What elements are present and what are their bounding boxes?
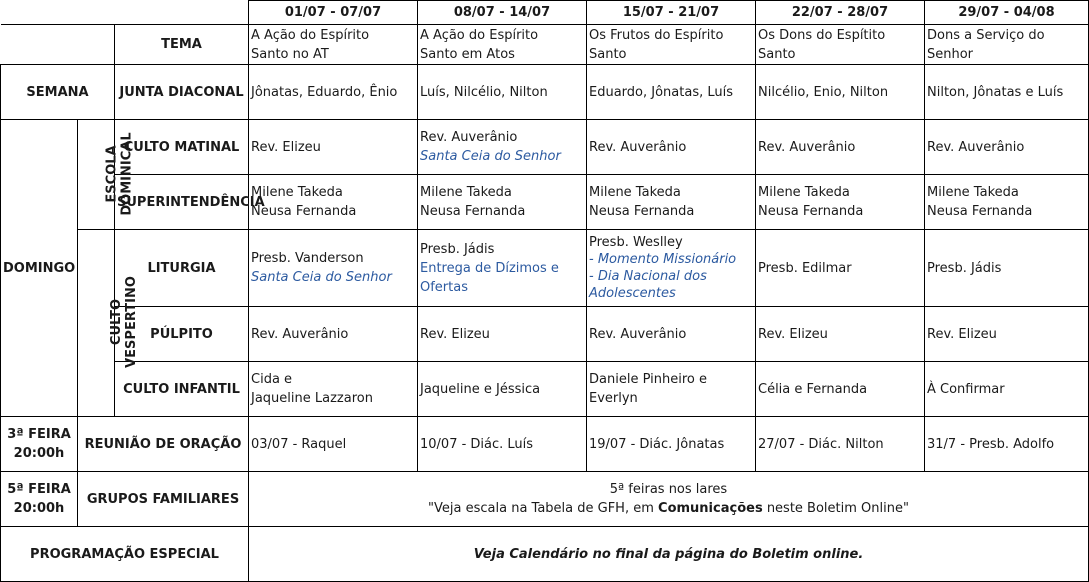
name-line: Milene Takeda: [927, 185, 1019, 200]
cell-note: Adolescentes: [589, 286, 676, 301]
tema-line: A Ação do Espírito: [420, 27, 539, 43]
superintendencia-label: SUPERINTENDÊNCIA: [115, 175, 249, 230]
escola-dominical-label: [78, 120, 135, 230]
terca-label: [1, 417, 78, 472]
name-line: Milene Takeda: [589, 185, 681, 200]
week-header: 29/07 - 04/08: [925, 1, 1089, 25]
leader: Presb. Jádis: [927, 260, 1002, 276]
junta-label: JUNTA DIACONAL: [115, 65, 249, 120]
escola-line: ESCOLA: [104, 144, 120, 203]
reuniao-cell: 27/07 - Diác. Nilton: [756, 417, 925, 472]
day-line: 3ª FEIRA: [7, 427, 71, 442]
tema-line: Dons a Serviço do: [927, 27, 1045, 43]
pulpito-cell: Rev. Elizeu: [418, 307, 587, 362]
grupos-row: [1, 472, 1089, 527]
programacao-row: [1, 527, 1089, 582]
culto-infantil-cell: [587, 362, 756, 417]
programacao-cell: Veja Calendário no final da página do Boletim online.: [249, 527, 1089, 582]
culto-matinal-row: [1, 120, 1089, 175]
name-line: Neusa Fernanda: [420, 204, 526, 219]
pulpito-label: PÚLPITO: [115, 307, 249, 362]
tema-line: Os Frutos do Espírito: [589, 27, 724, 43]
escola-line: DOMINICAL: [119, 131, 135, 216]
leader: Presb. Edilmar: [758, 260, 852, 276]
liturgia-cell: [418, 230, 587, 307]
liturgia-cell: [756, 230, 925, 307]
superintendencia-cell: [418, 175, 587, 230]
preacher: Rev. Auverânio: [927, 139, 1025, 155]
superintendencia-cell: [249, 175, 418, 230]
name-line: Neusa Fernanda: [758, 204, 864, 219]
reuniao-label: REUNIÃO DE ORAÇÃO: [78, 417, 249, 472]
culto-infantil-cell: [418, 362, 587, 417]
programacao-label: PROGRAMAÇÃO ESPECIAL: [1, 527, 249, 582]
preacher: Rev. Elizeu: [251, 139, 321, 155]
week-header: 15/07 - 21/07: [587, 1, 756, 25]
name-line: Neusa Fernanda: [251, 204, 357, 219]
week-header: 22/07 - 28/07: [756, 1, 925, 25]
tema-line: Santo em Atos: [420, 46, 515, 62]
reuniao-cell: 03/07 - Raquel: [249, 417, 418, 472]
culto-infantil-cell: [249, 362, 418, 417]
tema-cell: [418, 25, 587, 65]
liturgia-row: [1, 230, 1089, 307]
name-line: À Confirmar: [927, 381, 1005, 397]
culto-infantil-label: CULTO INFANTIL: [115, 362, 249, 417]
superintendencia-row: [1, 175, 1089, 230]
preacher: Rev. Auverânio: [589, 139, 687, 155]
tema-line: A Ação do Espírito: [251, 27, 370, 43]
quinta-label: [1, 472, 78, 527]
time-line: 20:00h: [13, 446, 65, 461]
name-line: Cida e: [251, 372, 293, 387]
tema-line: Santo no AT: [251, 46, 329, 62]
culto-matinal-cell: [925, 120, 1089, 175]
vespertino-line: CULTO: [108, 298, 124, 346]
culto-matinal-label: CULTO MATINAL: [115, 120, 249, 175]
tema-cell: [587, 25, 756, 65]
week-header: 01/07 - 07/07: [249, 1, 418, 25]
liturgia-cell: [587, 230, 756, 307]
cell-note: - Dia Nacional dos: [589, 269, 707, 284]
junta-cell: Eduardo, Jônatas, Luís: [587, 65, 756, 120]
superintendencia-cell: [925, 175, 1089, 230]
culto-infantil-cell: [925, 362, 1089, 417]
blank-cell: [1, 25, 115, 65]
reuniao-row: [1, 417, 1089, 472]
blank-corner: [1, 1, 249, 25]
junta-cell: Jônatas, Eduardo, Ênio: [249, 65, 418, 120]
liturgia-label: LITURGIA: [115, 230, 249, 307]
day-line: 5ª FEIRA: [7, 482, 71, 497]
tema-label: TEMA: [115, 25, 249, 65]
pulpito-cell: Rev. Auverânio: [249, 307, 418, 362]
name-line: Neusa Fernanda: [927, 204, 1033, 219]
leader: Presb. Jádis: [420, 241, 495, 257]
tema-cell: [756, 25, 925, 65]
cell-note: Entrega de Dízimos e: [420, 260, 559, 276]
tema-cell: [925, 25, 1089, 65]
grupos-line2: [251, 499, 1086, 518]
semana-label: SEMANA: [1, 65, 115, 120]
preacher: Rev. Auverânio: [758, 139, 856, 155]
name-line: Milene Takeda: [420, 185, 512, 200]
name-line: Neusa Fernanda: [589, 204, 695, 219]
reuniao-cell: 19/07 - Diác. Jônatas: [587, 417, 756, 472]
junta-cell: Nilcélio, Enio, Nilton: [756, 65, 925, 120]
grupos-text-pre: "Veja escala na Tabela de GFH, em: [428, 501, 659, 516]
culto-matinal-cell: [418, 120, 587, 175]
leader: Presb. Weslley: [589, 235, 683, 250]
name-line: Daniele Pinheiro e: [589, 372, 707, 387]
pulpito-cell: Rev. Elizeu: [756, 307, 925, 362]
tema-line: Santo: [589, 46, 627, 62]
comunicacoes-bold: Comunicações: [658, 501, 763, 516]
domingo-label: DOMINGO: [1, 120, 78, 417]
name-line: Célia e Fernanda: [758, 381, 868, 397]
junta-row: [1, 65, 1089, 120]
preacher: Rev. Auverânio: [420, 130, 518, 145]
tema-cell: [249, 25, 418, 65]
pulpito-cell: Rev. Auverânio: [587, 307, 756, 362]
name-line: Milene Takeda: [758, 185, 850, 200]
cell-note: Ofertas: [420, 279, 468, 295]
grupos-cell: [249, 472, 1089, 527]
junta-cell: Nilton, Jônatas e Luís: [925, 65, 1089, 120]
leader: Presb. Vanderson: [251, 251, 364, 266]
pulpito-cell: Rev. Elizeu: [925, 307, 1089, 362]
cell-note: - Momento Missionário: [589, 252, 737, 267]
tema-row: [1, 25, 1089, 65]
liturgia-cell: [925, 230, 1089, 307]
pulpito-row: [1, 307, 1089, 362]
culto-infantil-row: [1, 362, 1089, 417]
time-line: 20:00h: [13, 501, 65, 516]
culto-matinal-cell: [587, 120, 756, 175]
header-row: [1, 1, 1089, 25]
culto-matinal-cell: [756, 120, 925, 175]
superintendencia-cell: [756, 175, 925, 230]
grupos-label: GRUPOS FAMILIARES: [78, 472, 249, 527]
liturgia-cell: [249, 230, 418, 307]
vespertino-line: VESPERTINO: [123, 276, 139, 368]
culto-matinal-cell: [249, 120, 418, 175]
culto-infantil-cell: [756, 362, 925, 417]
grupos-line1: 5ª feiras nos lares: [609, 482, 728, 497]
tema-line: Senhor: [927, 46, 974, 62]
tema-line: Os Dons do Espítito: [758, 27, 886, 43]
name-line: Milene Takeda: [251, 185, 343, 200]
week-header: 08/07 - 14/07: [418, 1, 587, 25]
name-line: Everlyn: [589, 391, 638, 406]
name-line: Jaqueline e Jéssica: [420, 381, 541, 397]
name-line: Jaqueline Lazzaron: [251, 391, 373, 406]
culto-vespertino-label: [78, 230, 139, 417]
cell-note: Santa Ceia do Senhor: [420, 149, 561, 164]
superintendencia-cell: [587, 175, 756, 230]
grupos-text-post: neste Boletim Online": [762, 501, 909, 516]
reuniao-cell: 10/07 - Diác. Luís: [418, 417, 587, 472]
junta-cell: Luís, Nilcélio, Nilton: [418, 65, 587, 120]
cell-note: Santa Ceia do Senhor: [251, 270, 392, 285]
tema-line: Santo: [758, 46, 796, 62]
reuniao-cell: 31/7 - Presb. Adolfo: [925, 417, 1089, 472]
